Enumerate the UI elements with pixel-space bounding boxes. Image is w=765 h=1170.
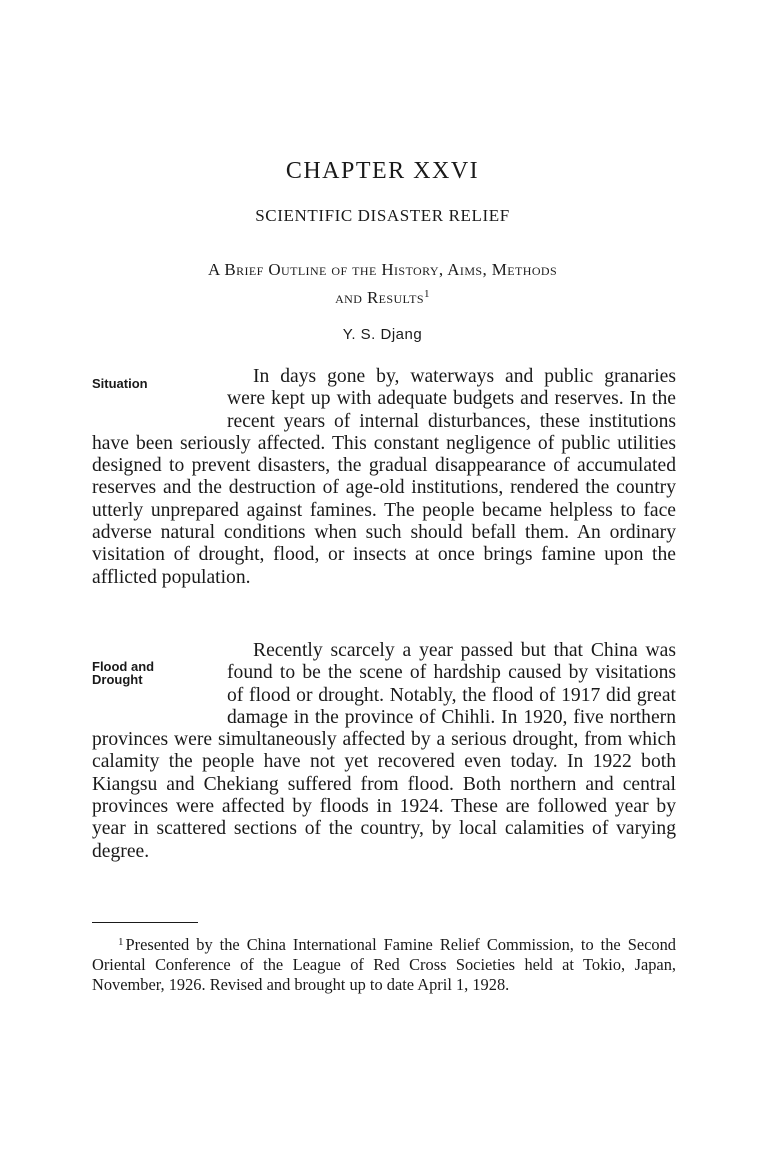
sidenote-flood-line1: Flood and <box>92 659 155 674</box>
footnote-marker: 1 <box>118 936 124 948</box>
sidenote-flood-line2: Drought <box>92 672 143 687</box>
paragraph-flood-drought <box>92 640 676 863</box>
article-heading <box>0 256 765 312</box>
footnote-divider <box>92 922 198 923</box>
heading-footnote-marker: 1 <box>423 288 430 300</box>
article-heading-line1: A Brief Outline of the History, Aims, Methods <box>207 260 558 279</box>
paragraph-situation <box>92 366 676 589</box>
chapter-title: CHAPTER XXVI <box>285 158 480 184</box>
sidenote-situation: Situation <box>92 376 148 391</box>
paragraph-situation-text: In days gone by, waterways and public granaries were kept up with adequate budgets and reserves. In the recent years of internal disturbances, these institutions have been seriously affected. This constant negligence of public utilities designed to prevent disasters, the gradual disappearance of accumulated reserves and the destruction of age-old institutions, rendered the country utterly unprepared against famines. The people became helpless to face adverse natural conditions when such should befall them. An ordinary visitation of drought, flood, or insects at once brings famine upon the afflicted population. <box>92 366 676 588</box>
article-heading-line2: and Results <box>335 288 424 307</box>
article-author: Y. S. Djang <box>342 326 423 343</box>
footnote-text: Presented by the China International Famine Relief Commission, to the Second Oriental Conference of the League of Red Cross Societies held at Tokio, Japan, November, 1926. Revised and brought up to date April 1, 1928. <box>92 935 676 994</box>
paragraph-flood-text: Recently scarcely a year passed but that China was found to be the scene of hardship caused by visitations of flood or drought. Notably, the flood of 1917 did great damage in the province of Chihli. In 1920, five northern provinces were simultaneously affected by a serious drought, from which calamity the people have not yet recovered even today. In 1922 both Kiangsu and Chekiang suffered from flood. Both northern and central provinces were affected by floods in 1924. These are followed year by year in scattered sections of the country, by local calamities of varying degree. <box>92 640 676 862</box>
chapter-subtitle: SCIENTIFIC DISASTER RELIEF <box>255 206 510 225</box>
footnote <box>92 935 676 995</box>
